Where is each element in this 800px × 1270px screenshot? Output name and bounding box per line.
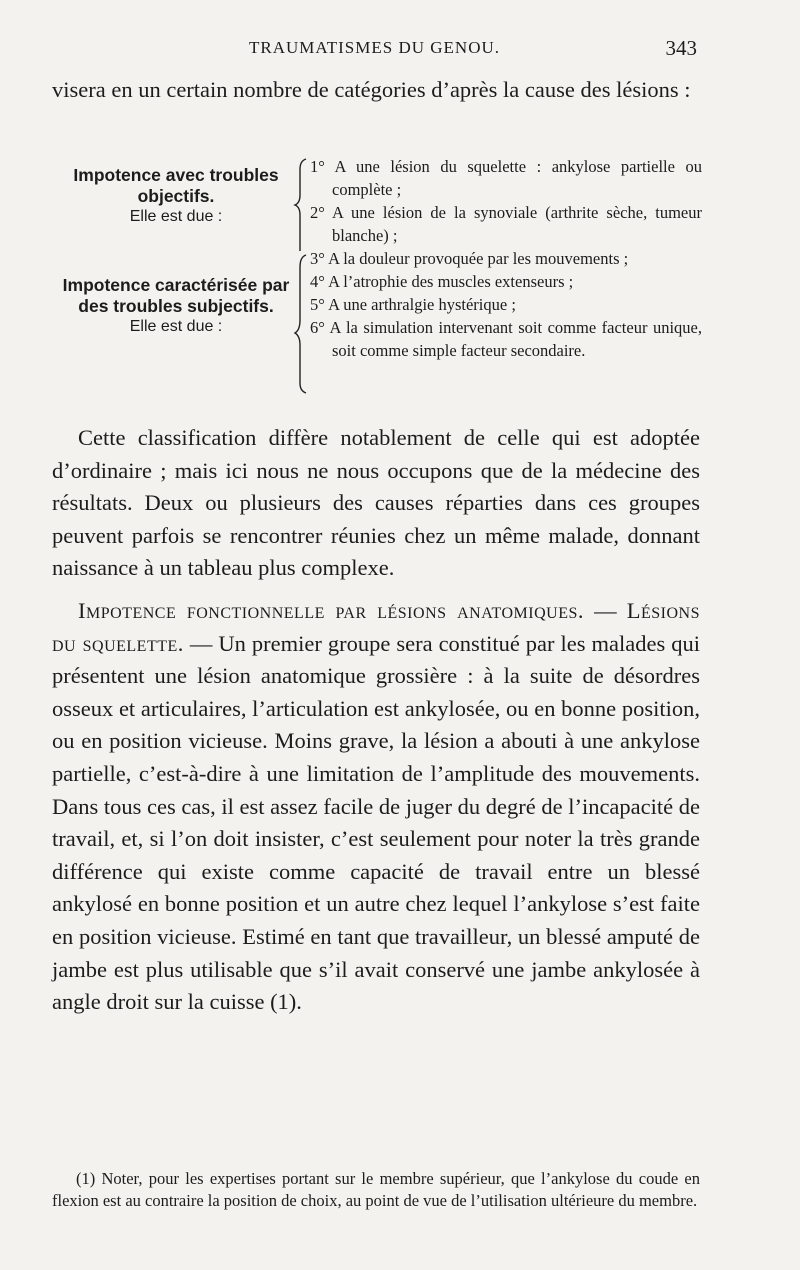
footnote: (1) Noter, pour les expertises portant sur le membre supérieur, que l’ankylose du coude en flexion est au contraire la position de choix, au point de vue de l’utilisation ultérieure du membre. (52, 1169, 700, 1210)
classification-table (52, 155, 700, 395)
paragraph-classification-note: Cette classification diffère notablement de celle qui est adoptée d’ordinaire ; mais ici nous ne nous occupons que de la médecine des résultats. Deux ou plusieurs des causes réparties dans ces groupes peuvent parfois se rencontrer réunies chez un même malade, donnant naissance à un tableau plus complexe. (52, 425, 700, 581)
cause-item: 4° A l’atrophie des muscles extenseurs ; (310, 272, 574, 291)
group-objective-due: Elle est due : (129, 208, 223, 225)
cause-item: 1° A une lésion du squelette : ankylose partielle ou complète ; (310, 157, 702, 199)
subsection-heading: Lésions du squelette. (52, 597, 700, 656)
paragraph-skeletal-text: Un premier groupe sera constitué par les malades qui présentent une lésion anatomique grossière : à la suite de désordres osseux et articulaires, l’articulation est ankylosée, ou en bonne position, ou en position vicieuse. Moins grave, la lésion a abouti à une ankylose partielle, c’est-à-dire à une limitation de l’amplitude des mouvements. Dans tous ces cas, il est assez facile de juger du degré de l’incapacité de travail, et, si l’on doit insister, c’est seulement pour noter la très grande différence qui existe comme capacité de travail entre un blessé ankylosé en bonne position et un autre chez lequel l’ankylose s’est faite en position vicieuse. Estimé en tant que travailleur, un blessé amputé de jambe est plus utilisable que s’il avait conservé une jambe ankylosée à angle droit sur la cuisse (1). (52, 630, 701, 1015)
running-head (52, 34, 697, 64)
paragraph-skeletal-lesions: Impotence fonctionnelle par lésions anatomiques. — Lésions du squelette. — Un premier groupe sera constitué par les malades qui présentent une lésion anatomique grossière : à la suite de désordres osseux et articulaires, l’articulation est ankylosée, ou en bonne position, ou en position vicieuse. Moins grave, la lésion a abouti à une ankylose partielle, c’est-à-dire à une limitation de l’amplitude des mouvements. Dans tous ces cas, il est assez facile de juger du degré de l’incapacité de travail, et, si l’on doit insister, c’est seulement pour noter la très grande différence qui existe comme capacité de travail entre un blessé ankylosé en bonne position et un autre chez lequel l’ankylose s’est faite en position vicieuse. Estimé en tant que travailleur, un blessé amputé de jambe est plus utilisable que s’il avait conservé une jambe ankylosée à angle droit sur la cuisse (1). (52, 597, 701, 1015)
upper-brace (295, 159, 306, 251)
cause-item: 3° A la douleur provoquée par les mouvements ; (310, 249, 629, 268)
cause-item: 2° A une lésion de la synoviale (arthrite sèche, tumeur blanche) ; (310, 203, 702, 245)
intro-paragraph: visera en un certain nombre de catégories d’après la cause des lésions : (52, 77, 691, 102)
running-title: TRAUMATISMES DU GENOU. (248, 38, 501, 57)
group-subjective (52, 275, 300, 337)
brace-icon (292, 155, 310, 395)
group-objective (52, 165, 300, 227)
cause-item: 5° A une arthralgie hystérique ; (310, 295, 516, 314)
cause-item: 6° A la simulation intervenant soit comme facteur unique, soit comme simple facteur secondaire. (310, 318, 702, 360)
group-subjective-due: Elle est due : (129, 318, 223, 335)
main-text (52, 422, 700, 1019)
section-heading: Impotence fonctionnelle par lésions anatomiques. (78, 597, 585, 623)
causes-list (310, 155, 702, 362)
group-objective-title: Impotence avec troubles objectifs. (73, 165, 279, 206)
lower-brace (295, 255, 306, 393)
page-number: 343 (665, 36, 697, 60)
group-subjective-title: Impotence caractérisée par des troubles subjectifs. (62, 275, 290, 316)
